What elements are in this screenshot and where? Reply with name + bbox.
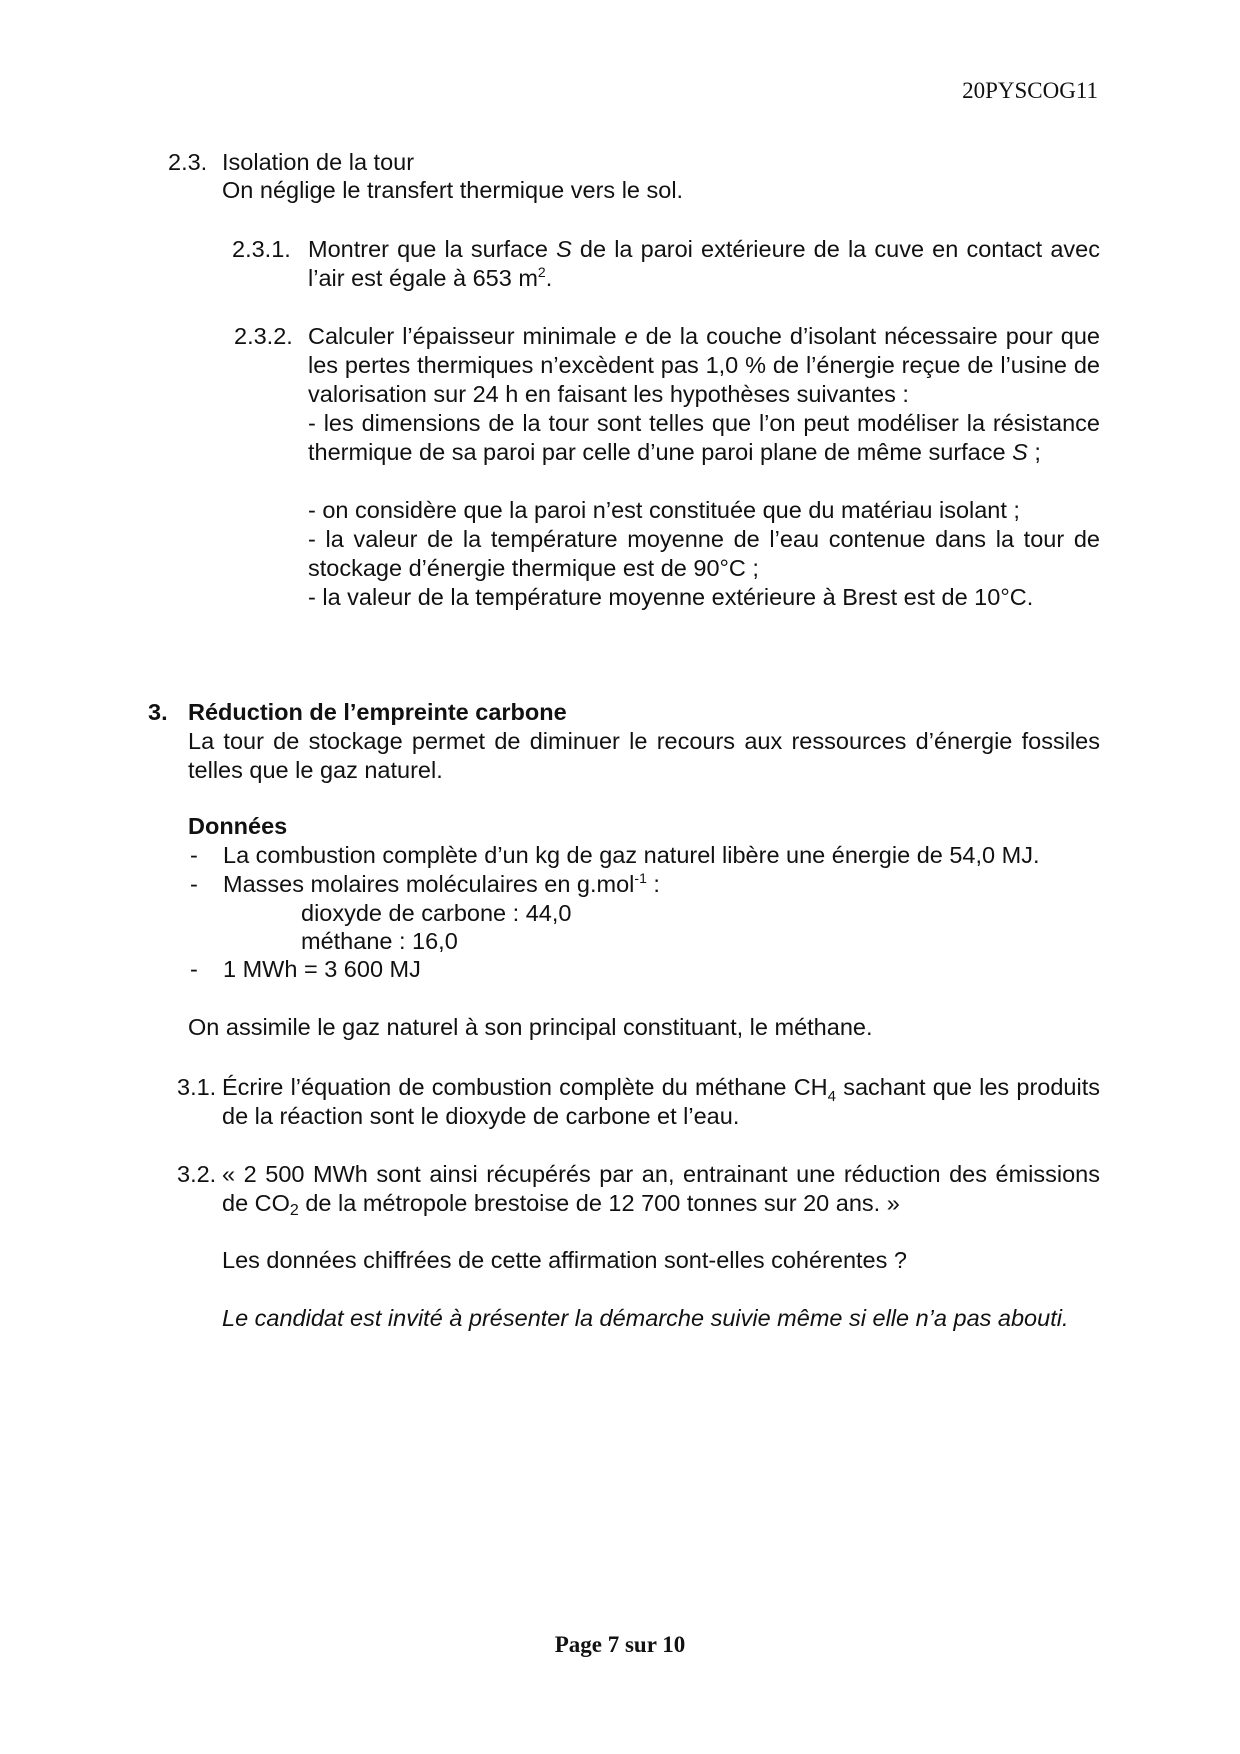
- q31-part-b: sachant que les produits de la réaction sont le dioxyde de carbone et l’eau.: [222, 1074, 1100, 1129]
- data-mwh-conversion: 1 MWh = 3 600 MJ: [223, 956, 421, 982]
- question-2-3-2-number: 2.3.2.: [234, 323, 293, 349]
- hyp1-var-s: S: [1012, 439, 1028, 465]
- q231-end: .: [545, 265, 553, 291]
- q232-part-2: de la couche d’isolant nécessaire pour que les pertes thermiques n’excèdent pas 1,0 % de l’énergie reçue de l’usine de valorisation sur 24 h en faisant les hypothèses suivantes :: [308, 323, 1100, 407]
- question-3-1-number: 3.1.: [177, 1074, 217, 1100]
- assimilation-note: On assimile le gaz naturel à son principal constituant, le méthane.: [188, 1014, 873, 1040]
- data-molar-exponent: -1: [634, 870, 647, 886]
- data-molar-ch4: méthane : 16,0: [301, 928, 458, 954]
- q31-part-a: Écrire l’équation de combustion complète du méthane CH: [222, 1074, 828, 1100]
- data-dash-2: -: [190, 871, 198, 897]
- section-3-number: 3.: [148, 699, 168, 725]
- q232-part-1: Calculer l’épaisseur minimale: [308, 323, 625, 349]
- question-3-1-text: [222, 1073, 1100, 1131]
- question-3-2-question: Les données chiffrées de cette affirmation sont-elles cohérentes ?: [222, 1247, 907, 1273]
- question-3-2-number: 3.2.: [177, 1161, 217, 1187]
- data-dash-1: -: [190, 842, 198, 868]
- q231-var-s: S: [556, 236, 572, 262]
- question-2-3-1-number: 2.3.1.: [232, 236, 291, 262]
- data-item-2: [190, 870, 660, 899]
- hypothesis-1: [308, 409, 1100, 467]
- section-3-intro: La tour de stockage permet de diminuer le recours aux ressources d’énergie fossiles telles que le gaz naturel.: [188, 728, 1100, 783]
- q231-part-b: de la paroi extérieure de la cuve en contact avec l’air est égale à 653 m: [308, 236, 1100, 291]
- question-2-3-1-text: [308, 235, 1100, 293]
- q31-subscript: 4: [827, 1088, 836, 1105]
- section-2-3-number: 2.3.: [168, 149, 208, 175]
- section-3-title: Réduction de l’empreinte carbone: [188, 699, 567, 725]
- q32-part-a: « 2 500 MWh sont ainsi récupérés par an, entrainant une réduction des émissions de CO: [222, 1161, 1100, 1216]
- q32-subscript: 2: [289, 1202, 299, 1219]
- hyp1-text: - les dimensions de la tour sont telles que l’on peut modéliser la résistance thermique de sa paroi par celle d’une paroi plane de même surface: [308, 410, 1100, 465]
- question-3-2-quote: [222, 1160, 1100, 1218]
- data-molar-colon: :: [646, 871, 660, 897]
- q231-exponent: 2: [537, 264, 546, 280]
- data-dash-3: -: [190, 956, 198, 982]
- data-molar-co2: dioxyde de carbone : 44,0: [301, 900, 572, 926]
- q231-part-a: Montrer que la surface: [308, 236, 557, 262]
- section-2-3-intro: On néglige le transfert thermique vers le sol.: [222, 177, 684, 203]
- data-item-3: [190, 955, 421, 984]
- q232-var-e: e: [624, 323, 638, 349]
- hyp1-end: ;: [1027, 439, 1041, 465]
- question-2-3-2-text: [308, 322, 1100, 409]
- hypothesis-2: - on considère que la paroi n’est constituée que du matériau isolant ;: [308, 497, 1020, 523]
- document-code: 20PYSCOG11: [962, 78, 1098, 103]
- data-combustion-energy: La combustion complète d’un kg de gaz naturel libère une énergie de 54,0 MJ.: [223, 842, 1040, 868]
- section-2-3-title: Isolation de la tour: [222, 149, 415, 175]
- data-item-1: [190, 841, 1040, 870]
- page-number: Page 7 sur 10: [554, 1632, 686, 1657]
- q32-part-b: de la métropole brestoise de 12 700 tonnes sur 20 ans. »: [298, 1190, 900, 1216]
- hypothesis-4: - la valeur de la température moyenne extérieure à Brest est de 10°C.: [308, 584, 1034, 610]
- hypothesis-3: - la valeur de la température moyenne de l’eau contenue dans la tour de stockage d’énergie thermique est de 90°C ;: [308, 526, 1100, 581]
- data-molar-masses-label: Masses molaires moléculaires en g.mol: [223, 871, 635, 897]
- donnees-title: Données: [188, 813, 288, 839]
- question-3-2-note: Le candidat est invité à présenter la démarche suivie même si elle n’a pas abouti.: [222, 1305, 1069, 1331]
